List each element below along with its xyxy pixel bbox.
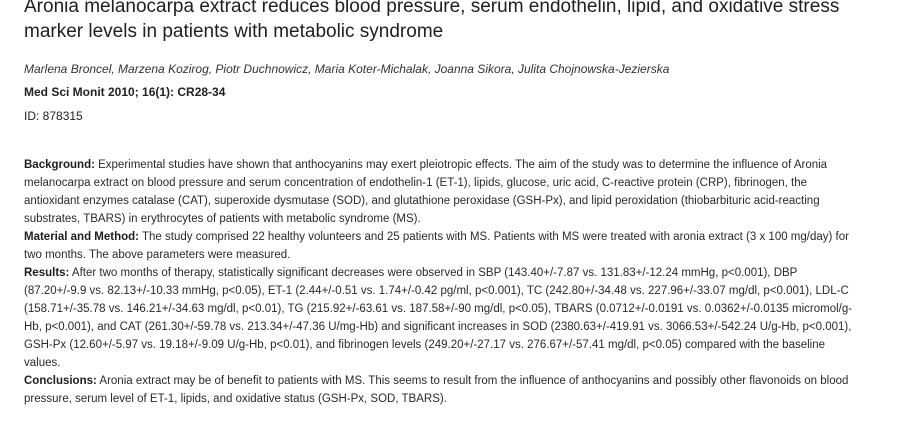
methods-label: Material and Method: <box>24 231 140 243</box>
methods-text: The study comprised 22 healthy volunteers and 25 patients with MS. Patients with MS were treated with aronia extract (3 x 100 mg/day) for two months. The above parameters were measured. <box>24 231 849 261</box>
results-text: After two months of therapy, statistically significant decreases were observed in SBP (143.40+/-7.87 vs. 131.83+/-12.24 mmHg, p<0.001), DBP (87.20+/-9.9 vs. 82.13+/-10.33 mmHg, p<0.05), ET-1 (2.44+/-0.51 vs. 1.74+/-0.42 pg/ml, p<0.001), TC (242.80+/-34.48 vs. 227.96+/-33.07 mg/dl, p<0.001), LDL-C (158.71+/-35.78 vs. 146.21+/-34.63 mg/dl, p<0.01), TG (215.92+/-63.61 vs. 187.58+/-90 mg/dl, p<0.05), TBARS (0.0712+/-0.0191 vs. 0.0362+/-0.0135 micromol/g-Hb, p<0.001), and CAT (261.30+/-59.78 vs. 213.34+/-47.36 U/mg-Hb) and significant increases in SOD (2380.63+/-419.91 vs. 3066.53+/-542.24 U/g-Hb, p<0.001), GSH-Px (12.60+/-5.97 vs. 19.18+/-9.09 U/g-Hb, p<0.01), and fibrinogen levels (249.20+/-27.17 vs. 276.67+/-57.41 mg/dl, p<0.05) compared with the baseline values. <box>24 267 853 369</box>
article-title: Aronia melanocarpa extract reduces blood pressure, serum endothelin, lipid, and oxidative stress marker levels in patients with metabolic syndrome <box>24 0 840 42</box>
record-id: ID: 878315 <box>24 109 83 123</box>
abstract-conclusions <box>24 372 854 408</box>
author-list: Marlena Broncel, Marzena Kozirog, Piotr Duchnowicz, Maria Koter-Michalak, Joanna Sikora, Julita Chojnowska-Jezierska <box>24 62 670 76</box>
journal-citation: Med Sci Monit 2010; 16(1): CR28-34 <box>24 85 226 99</box>
conclusions-text: Aronia extract may be of benefit to patients with MS. This seems to result from the influence of anthocyanins and possibly other flavonoids on blood pressure, serum level of ET-1, lipids, and oxidative status (GSH-Px, SOD, TBARS). <box>24 375 849 405</box>
results-label: Results: <box>24 267 70 279</box>
background-label: Background: <box>24 159 95 171</box>
conclusions-label: Conclusions: <box>24 375 97 387</box>
abstract-background <box>24 156 854 228</box>
abstract-methods <box>24 228 854 264</box>
background-text: Experimental studies have shown that anthocyanins may exert pleiotropic effects. The aim of the study was to determine the influence of Aronia melanocarpa extract on blood pressure and serum concentration of endothelin-1 (ET-1), lipids, glucose, uric acid, C-reactive protein (CRP), fibrinogen, the antioxidant enzymes catalase (CAT), superoxide dysmutase (SOD), and glutathione peroxidase (GSH-Px), and lipid peroxidation (thiobarbituric acid-reacting substrates, TBARS) in erythrocytes of patients with metabolic syndrome (MS). <box>24 159 828 225</box>
abstract <box>24 156 854 408</box>
abstract-results <box>24 264 854 372</box>
